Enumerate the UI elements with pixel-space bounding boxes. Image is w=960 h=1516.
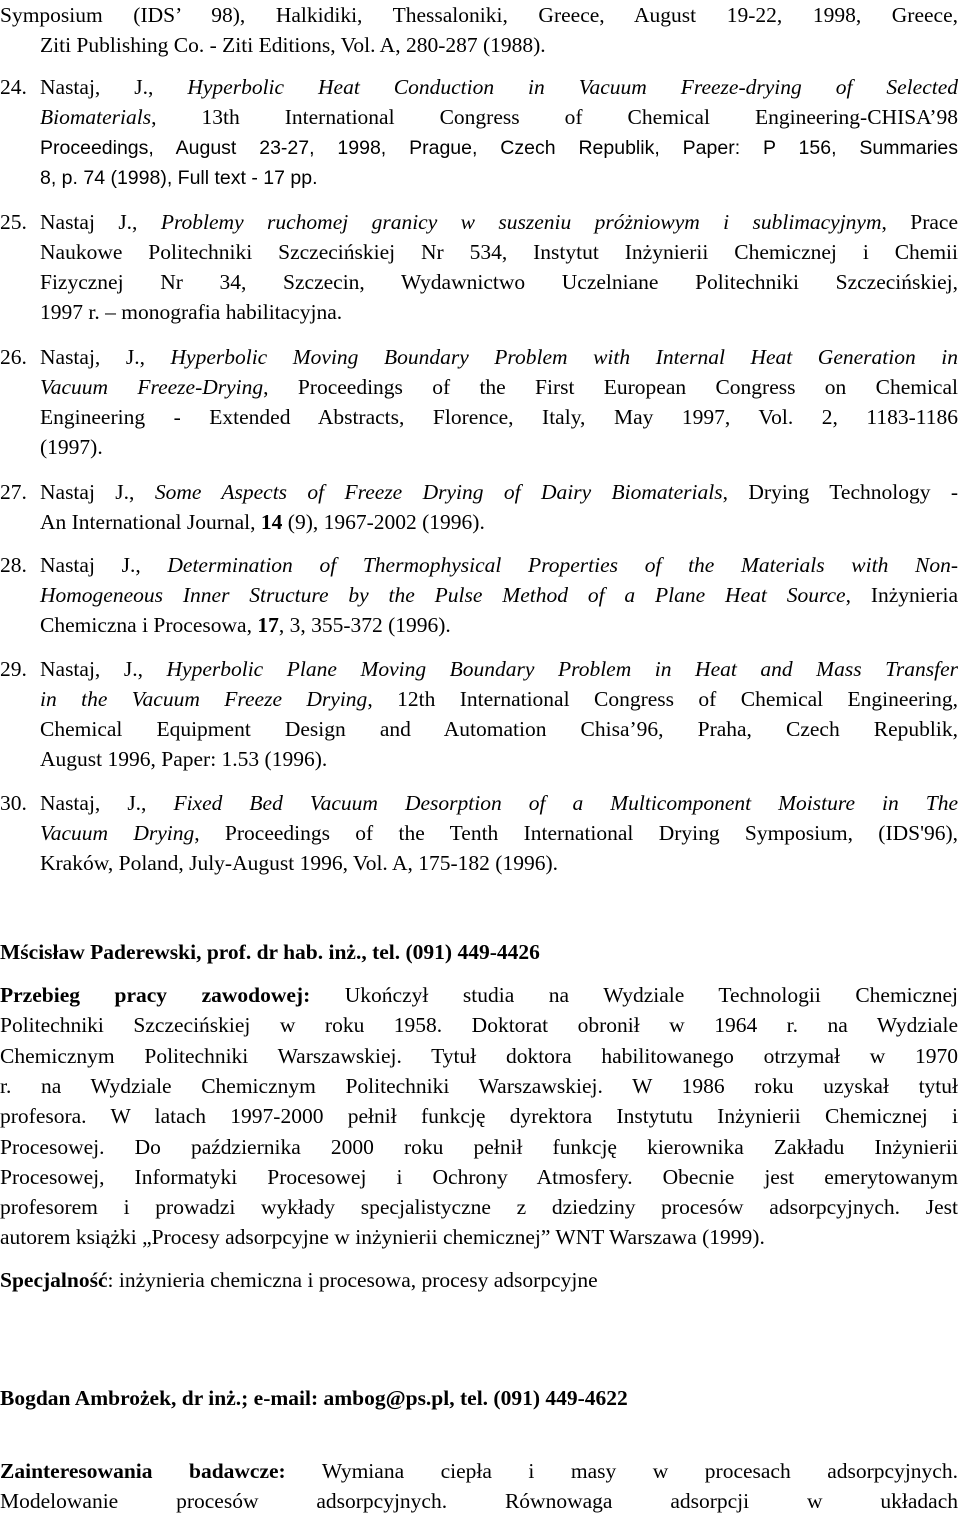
- reference-text: [40, 102, 958, 132]
- reference-text: [40, 402, 958, 432]
- reference-text: [40, 580, 958, 610]
- reference-number: 24.: [0, 75, 27, 99]
- reference-25-line: [0, 207, 958, 237]
- interests-label: Zainteresowania badawcze:: [0, 1459, 286, 1483]
- career-line: autorem książki „Procesy adsorpcyjne w inżynierii chemicznej” WNT Warszawa (1999).: [0, 1225, 765, 1250]
- reference-text: [40, 342, 958, 372]
- career-label: Przebieg pracy zawodowej:: [0, 983, 311, 1007]
- reference-text: [40, 237, 958, 267]
- reference-segment: Hyperbolic Heat Conduction in Vacuum Freeze-drying of Selected: [187, 75, 959, 99]
- reference-text: [40, 788, 958, 818]
- reference-segment: in the Vacuum Freeze Drying: [40, 687, 368, 711]
- reference-text: [40, 610, 958, 640]
- reference-segment: Nastaj, J.,: [40, 791, 174, 815]
- reference-29-line: [0, 654, 958, 684]
- reference-segment: Problemy ruchomej granicy w suszeniu próżniowym i sublimacyjnym: [160, 210, 882, 234]
- career-line: Procesowej. Do października 2000 roku pełnił funkcję kierownika Zakładu Inżynierii: [0, 1134, 958, 1159]
- interests-line-1: [0, 1456, 958, 1486]
- reference-segment: August 1996, Paper: 1.53 (1996).: [40, 747, 328, 771]
- reference-segment: 14: [260, 510, 283, 534]
- reference-segment: Proceedings, August 23-27, 1998, Prague, Czech Republik, Paper: P 156, Summaries: [40, 137, 958, 159]
- career-line: Procesowej, Informatyki Procesowej i Ochrony Atmosfery. Obecnie jest emerytowanym: [0, 1164, 958, 1189]
- reference-segment: Determination of Thermophysical Properties of the Materials with Non-: [167, 553, 958, 577]
- reference-26-line: [0, 342, 958, 372]
- reference-text: [40, 432, 958, 462]
- reference-28-line: [0, 550, 958, 580]
- reference-segment: , 13th International Congress of Chemical Engineering-CHISA’98: [151, 105, 958, 129]
- career-line: Chemicznym Politechniki Warszawskiej. Tytuł doktora habilitowanego otrzymał w 1970: [0, 1043, 958, 1068]
- reference-text: [40, 818, 958, 848]
- intro-line-1: Symposium (IDS’ 98), Halkidiki, Thessaloniki, Greece, August 19-22, 1998, Greece,: [0, 3, 958, 27]
- reference-segment: Hyperbolic Moving Boundary Problem with Internal Heat Generation in: [170, 345, 958, 369]
- reference-text: [40, 507, 958, 537]
- reference-segment: Nastaj J.,: [40, 553, 168, 577]
- reference-segment: , Inżynieria: [845, 583, 958, 607]
- reference-segment: Chemical Equipment Design and Automation Chisa’96, Praha, Czech Republik,: [40, 717, 958, 741]
- reference-segment: Fixed Bed Vacuum Desorption of a Multicomponent Moisture in The: [173, 791, 958, 815]
- reference-segment: , Drying Technology -: [722, 480, 959, 504]
- reference-text: [40, 267, 958, 297]
- reference-number: 25.: [0, 210, 27, 234]
- reference-segment: (9), 1967-2002 (1996).: [282, 510, 485, 534]
- reference-segment: Vacuum Freeze-Drying: [40, 375, 264, 399]
- reference-segment: Vacuum Drying: [40, 821, 195, 845]
- reference-segment: Biomaterials: [40, 105, 152, 129]
- reference-segment: Some Aspects of Freeze Drying of Dairy Biomaterials: [154, 480, 723, 504]
- career-line: r. na Wydziale Chemicznym Politechniki Warszawskiej. W 1986 roku uzyskał tytuł: [0, 1073, 958, 1098]
- reference-segment: , Prace: [881, 210, 958, 234]
- reference-text: [40, 477, 958, 507]
- reference-number: 26.: [0, 345, 27, 369]
- reference-text: [40, 684, 958, 714]
- intro-line-2: Ziti Publishing Co. - Ziti Editions, Vol. A, 280-287 (1988).: [40, 33, 546, 57]
- reference-segment: 1997 r. – monografia habilitacyjna.: [40, 300, 343, 324]
- reference-text: [40, 372, 958, 402]
- reference-30-line: [0, 788, 958, 818]
- reference-segment: Nastaj, J.,: [40, 657, 167, 681]
- reference-segment: Chemiczna i Procesowa,: [40, 613, 258, 637]
- reference-number: 29.: [0, 657, 27, 681]
- reference-segment: , Proceedings of the First European Congress on Chemical: [263, 375, 958, 399]
- reference-27-line: [0, 477, 958, 507]
- reference-text: [40, 162, 958, 193]
- reference-segment: , Proceedings of the Tenth International Drying Symposium, (IDS'96),: [194, 821, 958, 845]
- career-line: profesora. W latach 1997-2000 pełnił funkcję dyrektora Instytutu Inżynierii Chemicznej i: [0, 1104, 958, 1129]
- reference-segment: Nastaj, J.,: [40, 75, 188, 99]
- reference-text: [40, 132, 958, 163]
- reference-number: 27.: [0, 480, 27, 504]
- specialty-text: : inżynieria chemiczna i procesowa, procesy adsorpcyjne: [107, 1268, 598, 1292]
- reference-segment: Hyperbolic Plane Moving Boundary Problem in Heat and Mass Transfer: [166, 657, 958, 681]
- reference-segment: , 12th International Congress of Chemical Engineering,: [367, 687, 958, 711]
- reference-text: [40, 654, 958, 684]
- reference-segment: Homogeneous Inner Structure by the Pulse Method of a Plane Heat Source: [40, 583, 846, 607]
- reference-segment: Naukowe Politechniki Szczecińskiej Nr 534, Instytut Inżynierii Chemicznej i Chemii: [40, 240, 958, 264]
- interests-text-1: Wymiana ciepła i masy w procesach adsorpcyjnych.: [321, 1459, 958, 1483]
- reference-text: [40, 550, 958, 580]
- reference-number: 30.: [0, 791, 27, 815]
- reference-segment: Fizycznej Nr 34, Szczecin, Wydawnictwo Uczelniane Politechniki Szczecińskiej,: [40, 270, 958, 294]
- career-line: Politechniki Szczecińskiej w roku 1958. Doktorat obronił w 1964 r. na Wydziale: [0, 1013, 958, 1038]
- reference-segment: , 3, 355-372 (1996).: [278, 613, 451, 637]
- reference-segment: (1997).: [40, 435, 103, 459]
- reference-segment: Nastaj J.,: [40, 480, 155, 504]
- ambrozek-header: Bogdan Ambrożek, dr inż.; e-mail: ambog@ps.pl, tel. (091) 449-4622: [0, 1386, 628, 1410]
- career-line-1: [0, 980, 958, 1010]
- specialty-label: Specjalność: [0, 1268, 108, 1292]
- reference-text: [40, 297, 958, 327]
- specialty-line: [0, 1265, 960, 1295]
- reference-segment: Nastaj, J.,: [40, 345, 171, 369]
- reference-segment: Kraków, Poland, July-August 1996, Vol. A, 175-182 (1996).: [40, 851, 558, 875]
- reference-segment: An International Journal,: [40, 510, 261, 534]
- reference-text: [40, 207, 958, 237]
- reference-text: [40, 744, 958, 774]
- career-line: profesorem i prowadzi wykłady specjalistyczne z dziedziny procesów adsorpcyjnych. Jest: [0, 1195, 958, 1220]
- reference-segment: Nastaj J.,: [40, 210, 161, 234]
- reference-number: 28.: [0, 553, 27, 577]
- reference-text: [40, 72, 958, 102]
- reference-text: [40, 714, 958, 744]
- paderewski-header: Mścisław Paderewski, prof. dr hab. inż., tel. (091) 449-4426: [0, 940, 540, 964]
- career-text-1: Ukończył studia na Wydziale Technologii Chemicznej: [344, 983, 959, 1007]
- reference-segment: 17: [257, 613, 279, 637]
- reference-24-line: [0, 72, 958, 102]
- reference-segment: 8, p. 74 (1998), Full text - 17 pp.: [40, 167, 318, 189]
- reference-text: [40, 848, 958, 878]
- interests-line-2: Modelowanie procesów adsorpcyjnych. Równowaga adsorpcji w układach: [0, 1489, 958, 1513]
- reference-segment: Engineering - Extended Abstracts, Florence, Italy, May 1997, Vol. 2, 1183-1186: [40, 405, 958, 429]
